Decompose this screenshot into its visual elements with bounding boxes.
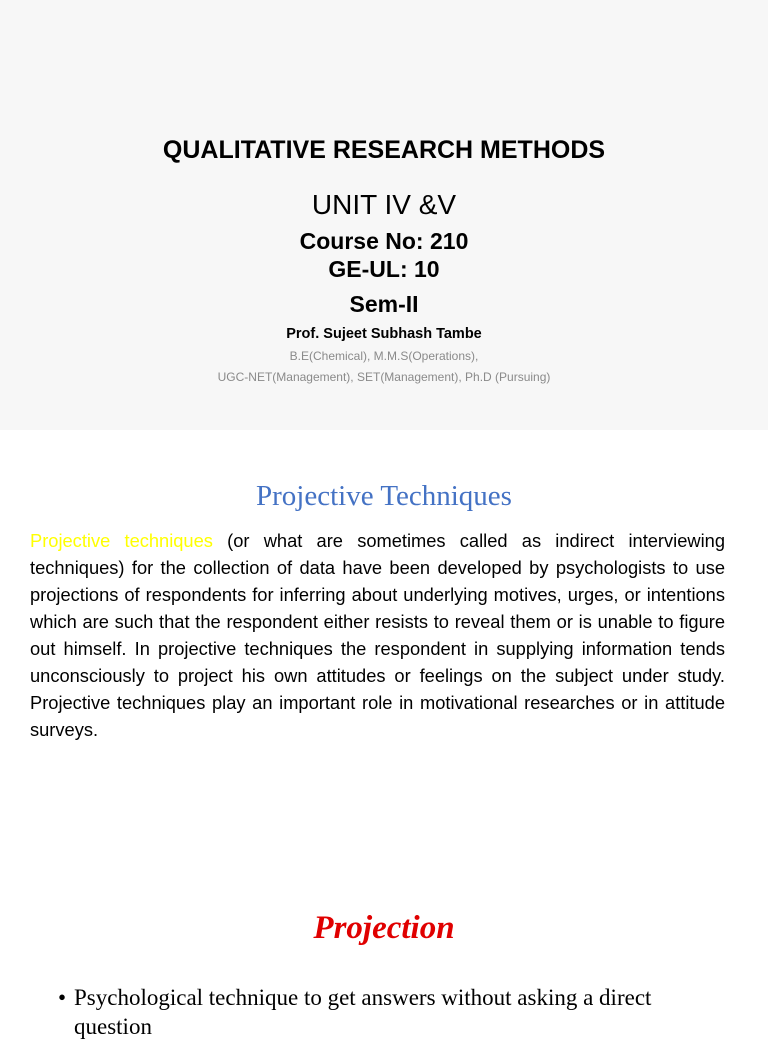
- highlighted-term: Projective techniques: [30, 530, 213, 551]
- bullet-list: [58, 983, 718, 1041]
- semester-label: Sem-II: [349, 291, 419, 317]
- body-paragraph: [30, 527, 725, 743]
- projective-techniques-slide: [0, 430, 768, 860]
- title-slide: [0, 0, 768, 430]
- bullet-icon: •: [58, 985, 67, 1010]
- qualifications-line-1: B.E(Chemical), M.M.S(Operations),: [289, 349, 479, 363]
- ge-ul-label: GE-UL: 10: [328, 256, 440, 282]
- body-text: (or what are sometimes called as indirect interviewing techniques) for the collection of data have been developed by psychologists to use projections of respondents for inferring about underlying motives, urges, or intentions which are such that the respondent either resists to reveal them or is unable to figure out himself. In projective techniques the respondent in supplying information tends unconsciously to project his own attitudes or feelings on the subject under study. Projective techniques play an important role in motivational researches or in attitude surveys.: [30, 530, 725, 740]
- qualifications-line-2: UGC-NET(Management), SET(Management), Ph.D (Pursuing): [217, 370, 551, 384]
- list-item: [58, 983, 718, 1041]
- professor-name: Prof. Sujeet Subhash Tambe: [286, 326, 482, 342]
- course-number: Course No: 210: [299, 228, 469, 254]
- slide-title: Projective Techniques: [256, 480, 512, 512]
- slide-title: Projection: [313, 910, 455, 946]
- projection-slide: [0, 860, 768, 1039]
- slide-title: QUALITATIVE RESEARCH METHODS: [162, 136, 606, 164]
- bullet-text: Psychological technique to get answers without asking a direct question: [74, 985, 652, 1039]
- unit-label: UNIT IV &V: [311, 189, 457, 220]
